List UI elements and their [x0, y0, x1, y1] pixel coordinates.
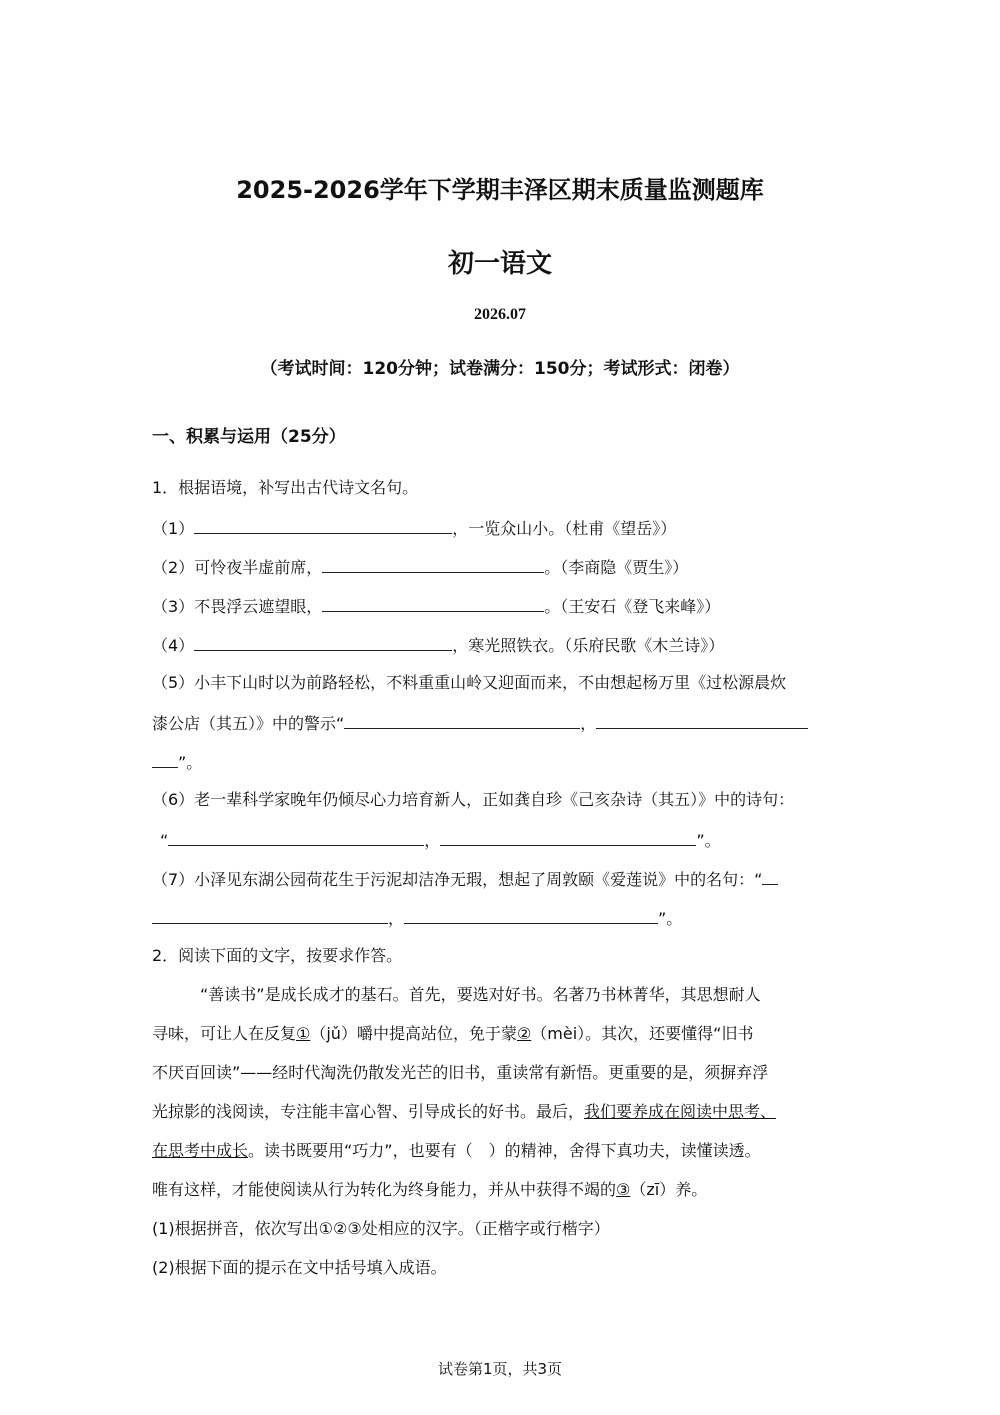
answer-blank[interactable]: [344, 710, 580, 729]
passage-text: 。读书既要用“巧力”，也要有（ ）的精神，舍得下真功夫，读懂读透。: [248, 1141, 761, 1160]
blank-mark-2: ②: [516, 1024, 532, 1043]
q1-item-5-line1: （5）小丰下山时以为前路轻松，不料重重山岭又迎面而来，不由想起杨万里《过松源晨炊: [152, 673, 787, 692]
item-text: ，: [388, 909, 405, 928]
q1-item-2: [152, 554, 688, 580]
question-1-stem: 1．根据语境，补写出古代诗文名句。: [152, 478, 419, 497]
q1-item-5-line2: [152, 710, 808, 736]
item-text: 。（王安石《登飞来峰》）: [544, 597, 721, 616]
item-number: （4）: [152, 636, 195, 655]
item-text: 不畏浮云遮望眼，: [194, 597, 323, 616]
q1-item-1: [152, 515, 676, 541]
passage-text: （jǔ）嚼中提高站位，免于蒙: [310, 1024, 517, 1043]
answer-blank[interactable]: [596, 710, 808, 729]
q1-item-3: [152, 593, 720, 619]
passage-line-5: [152, 1139, 761, 1163]
q1-item-6-line1: （6）老一辈科学家晚年仍倾尽心力培育新人，正如龚自珍《己亥杂诗（其五）》中的诗句：: [152, 790, 795, 809]
q1-item-5-line3: [152, 749, 202, 775]
passage-line-3: 不厌百回读”——经时代淘洗仍散发光芒的旧书，重读常有新悟。更重要的是，须摒弃浮: [152, 1063, 769, 1082]
item-text: ，: [580, 714, 597, 733]
answer-blank[interactable]: [404, 905, 658, 924]
sub-question-1: (1)根据拼音，依次写出①②③处相应的汉字。（正楷字或行楷字）: [152, 1219, 610, 1238]
item-text: ”。: [658, 909, 683, 928]
underlined-sentence: 在思考中成长: [152, 1141, 249, 1160]
item-number: （3）: [152, 597, 195, 616]
passage-line-6: [152, 1178, 707, 1202]
passage-text: 寻味，可让人在反复: [152, 1024, 297, 1043]
underlined-sentence: 我们要养成在阅读中思考、: [584, 1102, 777, 1121]
passage-text: 光掠影的浅阅读，专注能丰富心智、引导成长的好书。最后，: [152, 1102, 585, 1121]
section-heading: 一、积累与运用（25分）: [152, 427, 346, 447]
item-text: ，寒光照铁衣。（乐府民歌《木兰诗》）: [452, 636, 725, 655]
passage-text: （zī）养。: [630, 1180, 708, 1199]
passage-text: （mèi）。其次，还要懂得“旧书: [531, 1024, 754, 1043]
answer-blank[interactable]: [762, 866, 778, 885]
item-number: （1）: [152, 519, 195, 538]
answer-blank[interactable]: [168, 827, 424, 846]
item-text: 漆公店（其五）》中的警示“: [152, 714, 345, 733]
item-number: （2）: [152, 558, 195, 577]
item-text: “: [160, 831, 169, 850]
item-text: 可怜夜半虚前席，: [194, 558, 323, 577]
answer-blank[interactable]: [194, 632, 452, 651]
q1-item-7-line2: [152, 905, 682, 931]
subject-title: 初一语文: [447, 249, 552, 279]
passage-line-2: [152, 1022, 753, 1046]
answer-blank[interactable]: [194, 515, 452, 534]
passage-line-1: “善读书”是成长成才的基石。首先，要选对好书。名著乃书林菁华，其思想耐人: [200, 985, 761, 1004]
item-text: ”。: [178, 753, 203, 772]
item-text: 。（李商隐《贾生》）: [544, 558, 689, 577]
sub-question-2: (2)根据下面的提示在文中括号填入成语。: [152, 1258, 447, 1277]
exam-date: 2026.07: [474, 306, 526, 323]
item-text: ，: [424, 831, 441, 850]
blank-mark-1: ①: [296, 1024, 311, 1043]
answer-blank[interactable]: [152, 905, 388, 924]
answer-blank[interactable]: [440, 827, 696, 846]
answer-blank[interactable]: [322, 593, 544, 612]
passage-text: 唯有这样，才能使阅读从行为转化为终身能力，并从中获得不竭的: [152, 1180, 617, 1199]
question-2-stem: 2．阅读下面的文字，按要求作答。: [152, 946, 403, 965]
answer-blank[interactable]: [152, 749, 178, 768]
blank-mark-3: ③: [616, 1180, 631, 1199]
passage-line-4: [152, 1100, 776, 1124]
page-footer: 试卷第1页，共3页: [437, 1360, 563, 1378]
item-text: ”。: [696, 831, 721, 850]
exam-info: （考试时间：120分钟；试卷满分：150分；考试形式：闭卷）: [260, 359, 740, 379]
item-text: （7）小泽见东湖公园荷花生于污泥却洁净无瑕，想起了周敦颐《爱莲说》中的名句：“: [152, 870, 763, 889]
exam-title: 2025-2026学年下学期丰泽区期末质量监测题库: [236, 176, 764, 204]
q1-item-7-line1: [152, 866, 778, 892]
answer-blank[interactable]: [322, 554, 544, 573]
item-text: ，一览众山小。（杜甫《望岳》）: [452, 519, 677, 538]
q1-item-4: [152, 632, 724, 658]
q1-item-6-line2: [160, 827, 721, 853]
